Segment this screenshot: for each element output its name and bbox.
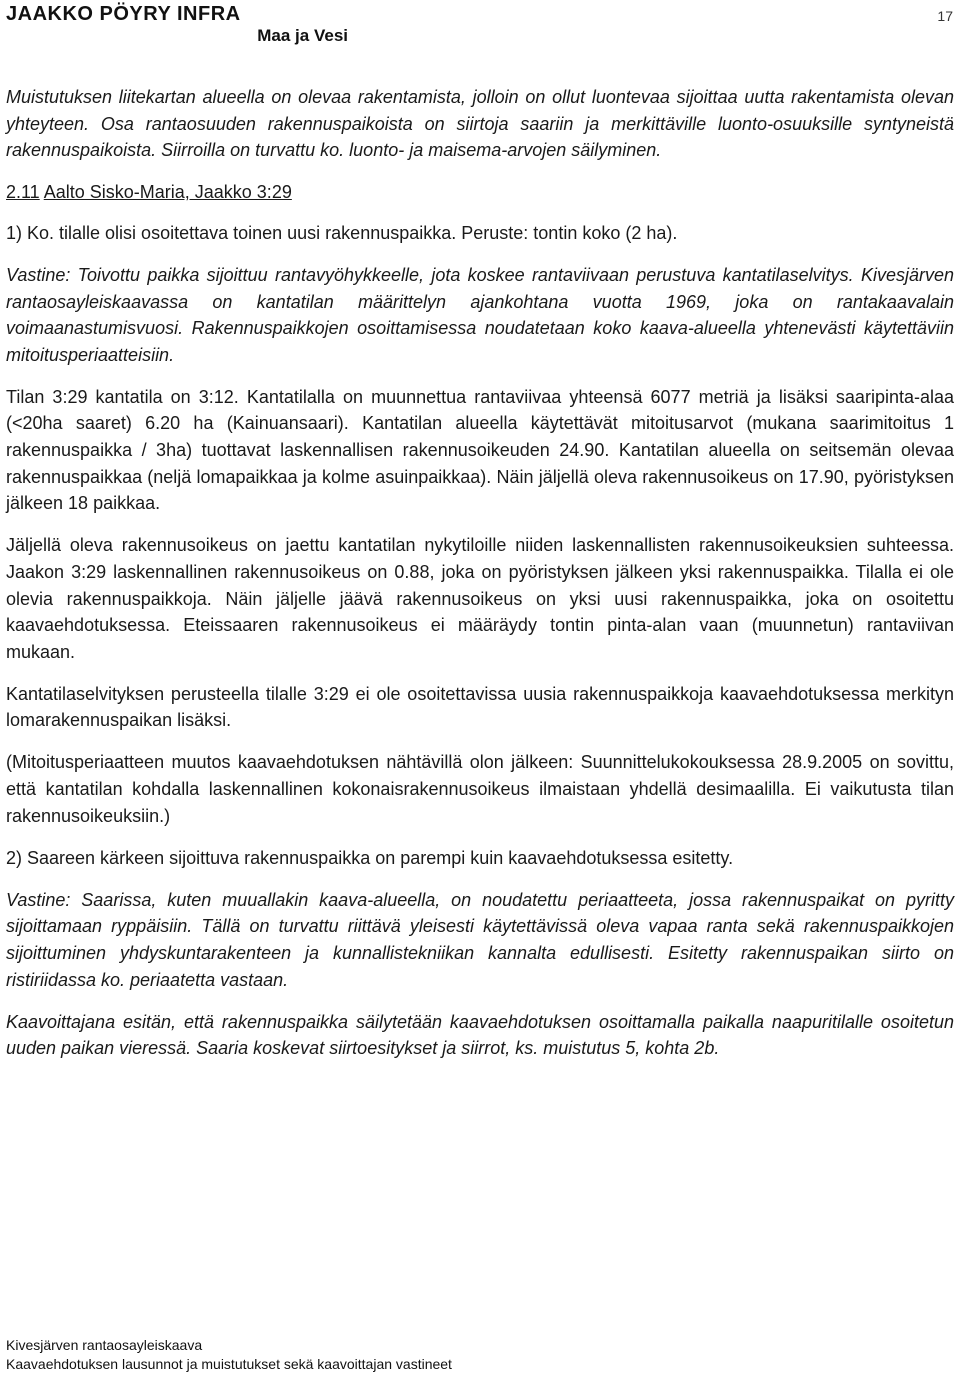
- point-2: 2) Saareen kärkeen sijoittuva rakennuspaikka on parempi kuin kaavaehdotuksessa esitetty.: [6, 847, 734, 868]
- paragraph-mitoitus: (Mitoitusperiaatteen muutos kaavaehdotuksen nähtävillä olon jälkeen: Suunnittelukokouksessa 28.9.2005 on sovittu, että kantatilan kohdalla laskennallinen kokonaisrakennusoikeus ilmaistaan yhdellä desimaalilla. Ei vaikutusta tilan rakennusoikeuksiin.): [6, 752, 954, 826]
- paragraph-kantatila: Kantatilaselvityksen perusteella tilalle 3:29 ei ole osoitettavissa uusia rakennuspaikkoja kaavaehdotuksessa merkityn lomarakennuspaikan lisäksi.: [6, 683, 954, 731]
- reply-2: Vastine: Saarissa, kuten muuallakin kaava-alueella, on noudatettu periaatteeta, jossa rakennuspaikat on pyritty sijoittamaan ryppäisiin. Tällä on turvattu riittävä yleisesti käytettävissä oleva vapaa ranta sekä rakennuspaikkojen sijoittuminen yhdyskuntarakenteen ja kunnallistekniikan kannalta edullisesti. Esitetty rakennuspaikan siirto on ristiriidassa ko. periaatetta vastaan.: [6, 889, 954, 990]
- page-footer: [6, 1336, 452, 1374]
- point-1: 1) Ko. tilalle olisi osoitettava toinen uusi rakennuspaikka. Peruste: tontin koko (2 ha).: [6, 222, 678, 243]
- paragraph-jaljella: Jäljellä oleva rakennusoikeus on jaettu kantatilan nykytiloille niiden laskennallisten rakennusoikeuksien suhteessa. Jaakon 3:29 laskennallinen rakennusoikeus on 0.88, joka on pyöristyksen jälkeen yksi rakennuspaikka. Tilalla ei ole olevia rakennuspaikkoja. Näin jäljelle jäävä rakennusoikeus on yksi uusi rakennuspaikka, joka on osoitettu kaavaehdotuksessa. Eteissaaren rakennusoikeus ei määräydy tontin pinta-alan vaan (muunnetun) rantaviivan mukaan.: [6, 535, 954, 662]
- footer-line-1: Kivesjärven rantaosayleiskaava: [6, 1337, 203, 1353]
- logo-main-text: JAAKKO PÖYRY INFRA: [6, 3, 241, 25]
- paragraph-kaavoittaja: Kaavoittajana esitän, että rakennuspaikka säilytetään kaavaehdotuksen osoittamalla paikalla naapuritilalle osoitetun uuden paikan vieressä. Saaria koskevat siirtoesitykset ja siirrot, ks. muistutus 5, kohta 2b.: [6, 1011, 954, 1059]
- paragraph-tila: Tilan 3:29 kantatila on 3:12. Kantatilalla on muunnettua rantaviivaa yhteensä 6077 metriä ja lisäksi saaripinta-alaa (<20ha saaret) 6.20 ha (Kainuansaari). Kantatilan alueella käytettävät mitoitusarvot (mukana saarimitoitus 1 rakennuspaikka / 3ha) tuottavat laskennallisen rakennusoikeuden 24.90. Kantatilan alueella on seitsemän olevaa rakennuspaikkaa (neljä lomapaikkaa ja kolme asuinpaikkaa). Näin jäljellä oleva rakennusoikeus on 17.90, pyöristyksen jälkeen 18 paikkaa.: [6, 386, 954, 514]
- document-body: [6, 84, 954, 1077]
- heading-number: 2.11: [6, 182, 40, 203]
- heading-title: Aalto Sisko-Maria, Jaakko 3:29: [43, 182, 292, 203]
- footer-line-2: Kaavaehdotuksen lausunnot ja muistutukset sekä kaavoittajan vastineet: [6, 1356, 452, 1372]
- company-logo: [6, 4, 348, 46]
- reply-1: Vastine: Toivottu paikka sijoittuu rantavyöhykkeelle, jota koskee rantaviivaan perustuva kantatilaselvitys. Kivesjärven rantaosayleiskaavassa on kantatilan määrittelyn ajankohtana vuotta 1969, joka on rantakaavalain voimaanastumisvuosi. Rakennuspaikkojen osoittamisessa noudatetaan koko kaava-alueella yhtenevästi käytettäviin mitoitusperiaatteisiin.: [6, 264, 954, 365]
- logo-sub-text: Maa ja Vesi: [257, 26, 348, 45]
- page-number: 17: [937, 8, 953, 24]
- intro-paragraph: Muistutuksen liitekartan alueella on olevaa rakentamista, jolloin on ollut luontevaa sijoittaa uutta rakentamista olevan yhteyteen. Osa rantaosuuden rakennuspaikoista on siirtoja saariin ja merkittäville luonto-osuuksille syntyneistä rakennuspaikoista. Siirroilla on turvattu ko. luonto- ja maisema-arvojen säilyminen.: [6, 87, 954, 161]
- section-heading: [6, 179, 954, 206]
